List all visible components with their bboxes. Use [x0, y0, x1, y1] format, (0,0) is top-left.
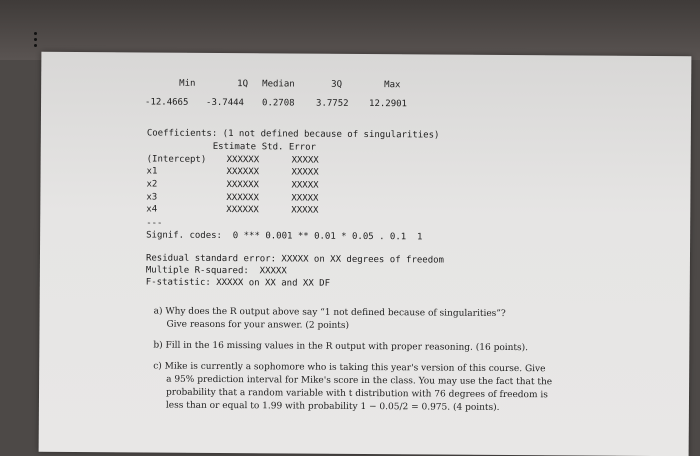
question-c-line2: a 95% prediction interval for Mike's score in the class. You may use the fact that the — [166, 374, 553, 388]
paper-sheet — [39, 52, 692, 456]
question-c-line4: less than or equal to 1.99 with probability 1 − 0.05/2 = 0.975. (4 points). — [165, 400, 500, 413]
coef-name-x3: x3 — [146, 192, 158, 203]
residual-standard-error: Residual standard error: XXXXX on XX degrees of freedom — [145, 253, 445, 266]
desk-background — [0, 0, 700, 60]
coef-stderr-x2: XXXXX — [291, 180, 319, 191]
question-c-line1: c) Mike is currently a sophomore who is taking this year's version of this course. Give — [153, 361, 546, 375]
coef-stderr-x4: XXXXX — [291, 205, 319, 216]
f-statistic: F-statistic: XXXXX on XX and XX DF — [145, 277, 331, 289]
residual-value-1q: -3.7444 — [206, 97, 245, 109]
coefficients-title: Coefficients: (1 not defined because of singularities) — [146, 128, 440, 141]
residual-value-3q: 3.7752 — [316, 98, 349, 109]
coef-name-x4: x4 — [146, 204, 158, 215]
residual-value-median: 0.2708 — [262, 98, 295, 109]
col-estimate-header: Estimate — [212, 141, 257, 153]
coef-estimate-x4: XXXXXX — [226, 205, 259, 216]
coef-estimate-x1: XXXXXX — [226, 167, 260, 178]
coef-stderr-x3: XXXXX — [291, 193, 319, 204]
coef-estimate-intercept: XXXXXX — [226, 155, 260, 166]
residual-header-max: Max — [384, 80, 401, 91]
coef-name-intercept: (Intercept) — [146, 154, 207, 165]
multiple-r-squared: Multiple R-squared: XXXXX — [145, 265, 287, 277]
col-stderr-header: Std. Error — [261, 142, 316, 153]
question-a-line1: a) Why does the R output above say “1 not defined because of singularities”? — [153, 306, 506, 319]
residual-header-median: Median — [262, 79, 295, 90]
residual-header-1q: 1Q — [237, 79, 249, 90]
coef-stderr-x1: XXXXX — [291, 167, 319, 178]
coef-name-x1: x1 — [146, 166, 158, 177]
coef-estimate-x2: XXXXXX — [226, 180, 260, 191]
coef-stderr-intercept: XXXXX — [291, 155, 319, 166]
question-c-line3: probability that a random variable with t distribution with 76 degrees of freedom is — [165, 387, 548, 401]
more-options-icon[interactable] — [34, 32, 37, 46]
residual-value-min: -12.4665 — [145, 97, 189, 108]
residual-value-max: 12.2901 — [369, 99, 408, 110]
separator-line: --- — [146, 218, 163, 229]
question-b-line1: b) Fill in the 16 missing values in the R output with proper reasoning. (16 points). — [153, 340, 529, 354]
coef-name-x2: x2 — [146, 179, 158, 190]
residual-header-min: Min — [179, 78, 196, 89]
coef-estimate-x3: XXXXXX — [226, 193, 259, 204]
signif-codes: Signif. codes: 0 *** 0.001 ** 0.01 * 0.05 . 0.1 1 — [146, 230, 423, 243]
question-a-line2: Give reasons for your answer. (2 points) — [166, 319, 350, 331]
residual-header-3q: 3Q — [331, 79, 343, 90]
